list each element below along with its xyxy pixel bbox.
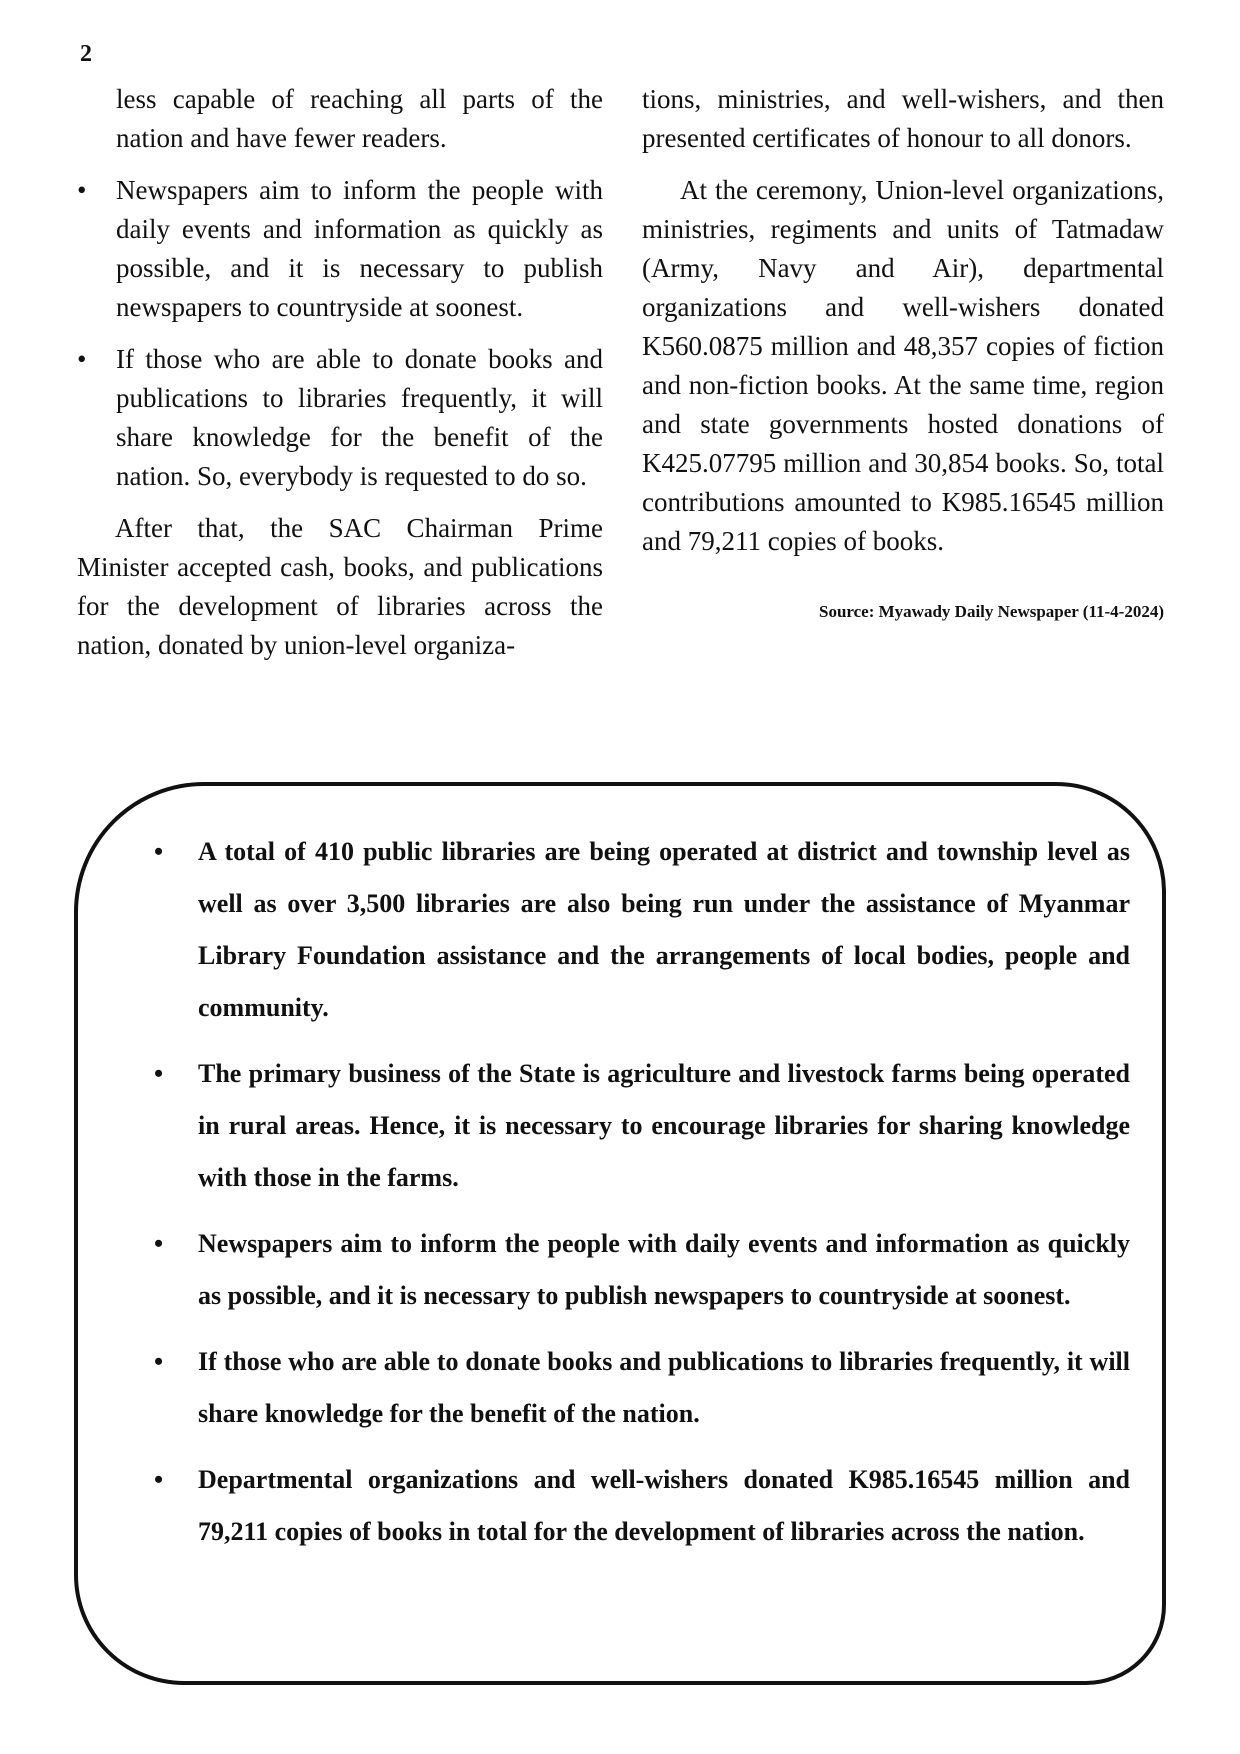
summary-item-text: Departmental organizations and well-wishers donated K985.16545 million and 79,211 copies of books in total for the development of libraries across the nation. (198, 1465, 1130, 1546)
bullet-icon: • (154, 1347, 164, 1376)
list-item-text: Newspapers aim to inform the people with daily events and information as quickly as possible, and it is necessary to publish newspapers to countryside at soonest. (116, 175, 603, 322)
body-paragraph: tions, ministries, and well-wishers, and then presented certificates of honour to all donors. (642, 84, 1164, 153)
summary-item (118, 1218, 1130, 1322)
bullet-icon: • (77, 175, 87, 205)
bullet-icon: • (154, 837, 164, 866)
left-bullet-list (77, 171, 603, 496)
summary-item (118, 1336, 1130, 1440)
bullet-icon: • (154, 1059, 164, 1088)
bullet-icon: • (77, 344, 87, 374)
summary-item (118, 826, 1130, 1034)
summary-item-text: A total of 410 public libraries are being operated at district and township level as well as over 3,500 libraries are also being run under the assistance of Myanmar Library Foundation assistance and the arrangements of local bodies, people and community. (198, 837, 1130, 1022)
body-paragraph: After that, the SAC Chairman Prime Minister accepted cash, books, and publications for the development of libraries across the nation, donated by union-level organiza- (77, 513, 603, 660)
right-column (642, 80, 1164, 623)
summary-item (118, 1048, 1130, 1204)
source-citation: Source: Myawady Daily Newspaper (11-4-2024) (818, 602, 1164, 621)
list-item-text: If those who are able to donate books and publications to libraries frequently, it will share knowledge for the benefit of the nation. So, everybody is requested to do so. (116, 344, 603, 491)
summary-item-text: The primary business of the State is agriculture and livestock farms being operated in rural areas. Hence, it is necessary to encourage libraries for sharing knowledge with those in the farms. (198, 1059, 1130, 1192)
summary-list (78, 786, 1170, 1572)
page-number: 2 (80, 41, 92, 67)
list-item (77, 171, 603, 327)
bullet-icon: • (154, 1465, 164, 1494)
body-paragraph: At the ceremony, Union-level organizations, ministries, regiments and units of Tatmadaw (Army, Navy and Air), departmental organizations and well-wishers donated K560.0875 million and 48,357 copies of fiction and non-fiction books. At the same time, region and state governments hosted donations of K425.07795 million and 30,854 books. So, total contributions amounted to K985.16545 million and 79,211 copies of books. (642, 175, 1164, 556)
list-item (77, 340, 603, 496)
summary-item-text: Newspapers aim to inform the people with daily events and information as quickly as possible, and it is necessary to publish newspapers to countryside at soonest. (198, 1229, 1130, 1310)
summary-item-text: If those who are able to donate books and publications to libraries frequently, it will share knowledge for the benefit of the nation. (198, 1347, 1130, 1428)
bullet-icon: • (154, 1229, 164, 1258)
left-column (77, 80, 603, 678)
summary-box (74, 782, 1166, 1685)
continuation-text: less capable of reaching all parts of the nation and have fewer readers. (116, 84, 603, 153)
summary-item (118, 1454, 1130, 1558)
